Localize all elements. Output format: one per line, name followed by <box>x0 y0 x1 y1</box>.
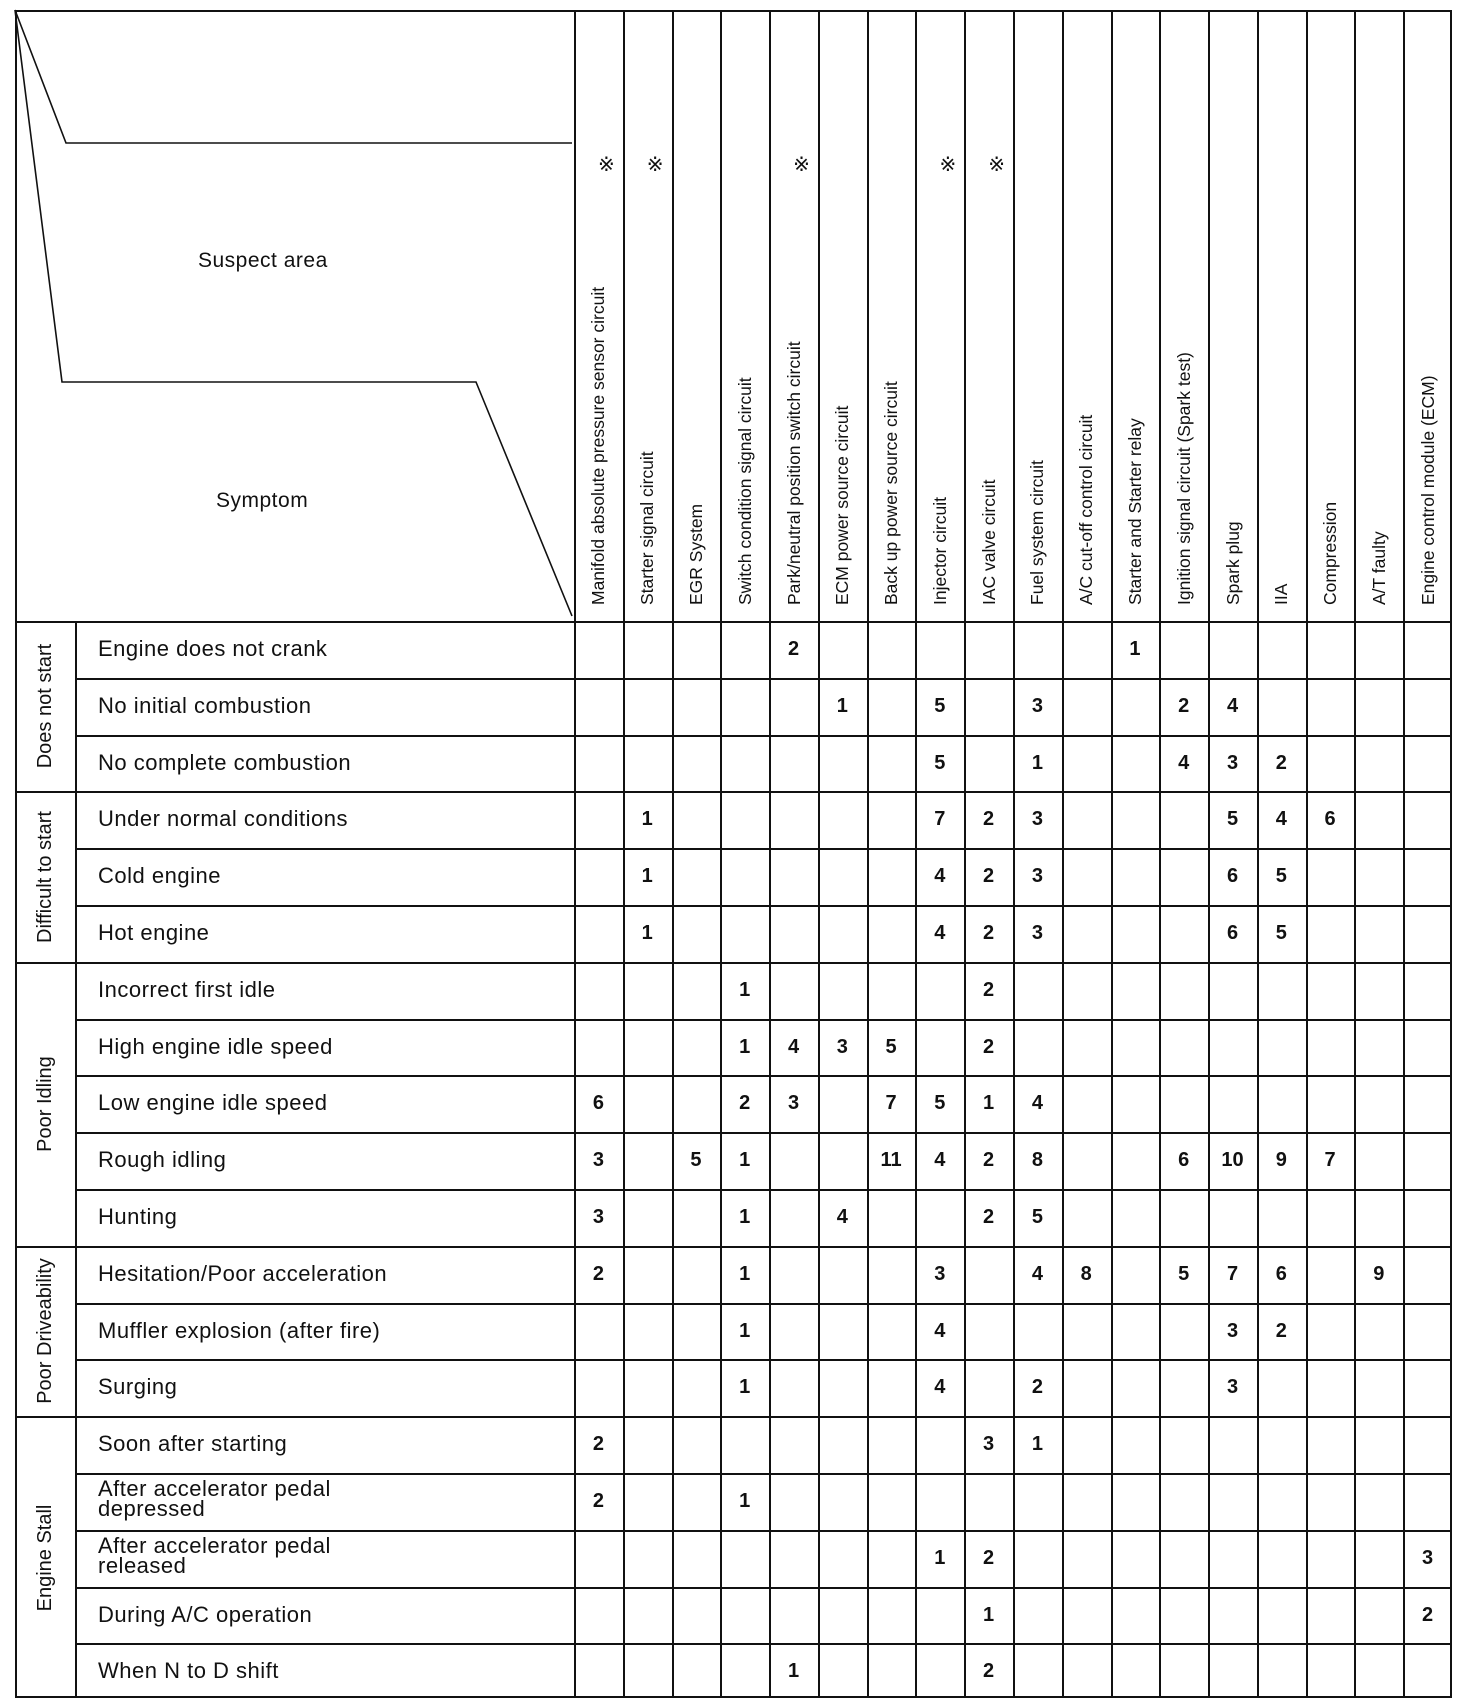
symptom-label: Engine does not crank <box>98 636 328 661</box>
row-divider <box>75 1132 1452 1134</box>
priority-value: 7 <box>1324 1149 1336 1172</box>
row-divider <box>75 1075 1452 1077</box>
priority-value: 6 <box>592 1092 604 1115</box>
suspect-area-column-header: Switch condition signal circuit <box>734 377 755 605</box>
column-divider <box>1403 10 1405 1698</box>
group-label: Does not start <box>34 643 57 769</box>
symptom-label: Hunting <box>98 1204 178 1229</box>
priority-value: 2 <box>787 638 800 660</box>
priority-value: 2 <box>983 1035 995 1058</box>
suspect-area-column-header: A/T faulty <box>1368 531 1389 605</box>
priority-value: 2 <box>983 922 995 944</box>
priority-value: 1 <box>1031 1433 1043 1456</box>
priority-value: 4 <box>1031 1092 1043 1115</box>
priority-value: 2 <box>1275 751 1287 774</box>
recommended-check-mark: ※ <box>597 154 615 176</box>
priority-value: 3 <box>592 1206 604 1228</box>
row-divider <box>75 1530 1452 1532</box>
suspect-area-column-header: Engine control module (ECM) <box>1417 375 1438 605</box>
priority-value: 3 <box>1031 865 1043 888</box>
priority-value: 4 <box>934 1319 946 1342</box>
symptom-label: High engine idle speed <box>98 1033 333 1059</box>
row-divider <box>75 1019 1452 1021</box>
symptom-label: Hesitation/Poor acceleration <box>98 1260 388 1286</box>
symptom-label: Incorrect first idle <box>98 976 276 1002</box>
priority-value: 2 <box>983 1149 995 1172</box>
priority-value: 1 <box>739 978 751 1001</box>
priority-value: 1 <box>983 1092 995 1115</box>
priority-value: 2 <box>1031 1376 1043 1399</box>
suspect-area-column-header: A/C cut-off control circuit <box>1076 414 1097 605</box>
symptom-label: Muffler explosion (after fire) <box>98 1317 381 1343</box>
suspect-area-label: Suspect area <box>198 249 328 272</box>
column-divider <box>1208 10 1210 1698</box>
column-divider <box>1306 10 1308 1698</box>
recommended-check-mark: ※ <box>988 154 1005 176</box>
column-divider <box>818 10 820 1698</box>
symptom-label: Rough idling <box>98 1147 227 1173</box>
group-divider <box>15 791 1452 793</box>
symptom-label: Symptom <box>216 489 309 512</box>
symptom-label: Low engine idle speed <box>98 1090 328 1116</box>
symptom-label: After accelerator pedal released <box>98 1532 331 1578</box>
priority-value: 4 <box>787 1035 800 1058</box>
symptom-label: Under normal conditions <box>98 806 348 832</box>
suspect-area-column-header: EGR System <box>685 503 706 605</box>
priority-value: 2 <box>1178 694 1190 717</box>
symptom-label: No initial combustion <box>98 692 312 718</box>
priority-value: 1 <box>1129 638 1141 660</box>
symptom-label: Hot engine <box>98 920 210 945</box>
suspect-area-column-header: Compression <box>1320 501 1341 605</box>
table-border-bottom <box>15 1696 1452 1698</box>
priority-value: 2 <box>739 1092 751 1115</box>
priority-value: 1 <box>836 694 848 717</box>
priority-value: 5 <box>934 694 946 717</box>
row-divider <box>75 1359 1452 1361</box>
priority-value: 4 <box>934 1376 946 1399</box>
priority-value: 1 <box>983 1603 995 1626</box>
group-divider <box>15 1246 1452 1248</box>
suspect-area-column-header: IAC valve circuit <box>978 479 999 605</box>
priority-value: 1 <box>739 1149 751 1172</box>
group-label: Difficult to start <box>34 810 57 943</box>
column-divider <box>672 10 674 1698</box>
suspect-area-column-header: Park/neutral position switch circuit <box>783 341 804 605</box>
priority-value: 5 <box>1275 865 1287 888</box>
priority-value: 7 <box>934 808 946 831</box>
table-border-right <box>1450 10 1452 1698</box>
table-border-top <box>15 10 1452 12</box>
priority-value: 11 <box>880 1149 902 1172</box>
column-divider <box>1354 10 1356 1698</box>
group-label: Engine Stall <box>34 1504 56 1612</box>
priority-value: 4 <box>1031 1262 1043 1285</box>
priority-value: 1 <box>1031 751 1043 774</box>
priority-value: 1 <box>739 1376 751 1399</box>
symptom-label: No complete combustion <box>98 749 352 775</box>
column-divider <box>1257 10 1259 1698</box>
priority-value: 4 <box>836 1206 848 1228</box>
header-corner-diagonals <box>0 0 580 630</box>
priority-value: 1 <box>641 922 653 944</box>
group-column-divider <box>75 621 77 1698</box>
row-divider <box>75 1643 1452 1645</box>
symptom-label: Surging <box>98 1374 178 1400</box>
priority-value: 2 <box>983 978 995 1001</box>
priority-value: 1 <box>641 808 653 831</box>
priority-value: 3 <box>836 1035 848 1058</box>
priority-value: 8 <box>1031 1149 1043 1172</box>
priority-value: 5 <box>1178 1262 1190 1285</box>
priority-value: 2 <box>592 1433 604 1456</box>
priority-value: 8 <box>1080 1262 1092 1285</box>
symptom-label: During A/C operation <box>98 1601 313 1627</box>
priority-value: 4 <box>934 1149 946 1172</box>
group-divider <box>15 962 1452 964</box>
priority-value: 4 <box>1226 694 1239 717</box>
priority-value: 5 <box>934 751 946 774</box>
suspect-area-column-header: Starter and Starter relay <box>1124 418 1145 605</box>
priority-value: 4 <box>934 922 946 944</box>
row-divider <box>75 1473 1452 1475</box>
priority-value: 3 <box>983 1433 995 1456</box>
group-divider <box>15 1416 1452 1418</box>
priority-value: 3 <box>1226 751 1239 774</box>
priority-value: 1 <box>739 1035 751 1058</box>
priority-value: 9 <box>1275 1149 1287 1172</box>
priority-value: 10 <box>1221 1149 1244 1172</box>
priority-value: 5 <box>1275 922 1287 944</box>
suspect-area-column-header: IIA <box>1271 583 1292 605</box>
recommended-check-mark: ※ <box>646 154 664 176</box>
priority-value: 3 <box>1226 1319 1239 1342</box>
priority-value: 2 <box>592 1490 604 1512</box>
priority-value: 5 <box>885 1035 897 1058</box>
priority-value: 5 <box>690 1149 702 1172</box>
suspect-area-column-header: Ignition signal circuit (Spark test) <box>1173 352 1194 605</box>
row-divider <box>75 678 1452 680</box>
suspect-area-column-header: ECM power source circuit <box>832 405 853 605</box>
priority-value: 5 <box>1226 808 1239 831</box>
column-divider <box>1062 10 1064 1698</box>
priority-value: 3 <box>1031 808 1043 831</box>
symptom-label: Soon after starting <box>98 1431 288 1457</box>
row-divider <box>75 848 1452 850</box>
row-divider <box>75 1587 1452 1589</box>
column-divider <box>623 10 625 1698</box>
priority-value: 6 <box>1275 1262 1287 1285</box>
priority-value: 1 <box>641 865 653 888</box>
symptom-label: When N to D shift <box>98 1658 279 1684</box>
priority-value: 3 <box>1422 1546 1434 1569</box>
row-divider <box>75 905 1452 907</box>
column-divider <box>915 10 917 1698</box>
priority-value: 3 <box>592 1149 604 1172</box>
column-divider <box>720 10 722 1698</box>
header-bottom-line <box>15 621 1452 623</box>
priority-value: 3 <box>1031 922 1043 944</box>
priority-value: 2 <box>1275 1319 1287 1342</box>
suspect-area-column-header: Fuel system circuit <box>1027 460 1048 605</box>
priority-value: 1 <box>739 1206 751 1228</box>
priority-value: 3 <box>1031 694 1043 717</box>
priority-value: 6 <box>1324 808 1336 831</box>
suspect-area-column-header: Spark plug <box>1222 521 1243 605</box>
priority-value: 4 <box>1178 751 1190 774</box>
column-divider <box>1159 10 1161 1698</box>
priority-value: 4 <box>934 865 946 888</box>
priority-value: 6 <box>1226 922 1239 944</box>
column-divider <box>769 10 771 1698</box>
symptom-label: After accelerator pedal depressed <box>98 1476 331 1521</box>
suspect-area-column-header: Manifold absolute pressure sensor circuit <box>588 286 609 605</box>
priority-value: 5 <box>934 1092 946 1115</box>
priority-value: 1 <box>739 1262 751 1285</box>
priority-value: 6 <box>1226 865 1239 888</box>
priority-value: 6 <box>1178 1149 1190 1172</box>
table-border-left <box>15 10 17 1698</box>
priority-value: 9 <box>1373 1262 1385 1285</box>
priority-value: 2 <box>1422 1603 1434 1626</box>
priority-value: 2 <box>983 1660 995 1683</box>
priority-value: 4 <box>1275 808 1287 831</box>
priority-value: 5 <box>1031 1206 1043 1228</box>
priority-value: 1 <box>739 1490 751 1512</box>
priority-value: 1 <box>934 1546 946 1569</box>
priority-value: 2 <box>983 808 995 831</box>
row-divider <box>75 735 1452 737</box>
symptom-label: Cold engine <box>98 863 221 889</box>
priority-value: 1 <box>739 1319 751 1342</box>
row-divider <box>75 1189 1452 1191</box>
priority-value: 2 <box>983 1206 995 1228</box>
column-divider <box>867 10 869 1698</box>
recommended-check-mark: ※ <box>939 154 957 176</box>
priority-value: 1 <box>787 1660 800 1683</box>
group-label: Poor Driveability <box>34 1258 57 1404</box>
priority-value: 7 <box>1226 1262 1239 1285</box>
row-divider <box>75 1303 1452 1305</box>
group-label: Poor Idling <box>34 1055 56 1152</box>
suspect-area-column-header: Back up power source circuit <box>881 381 902 605</box>
priority-value: 3 <box>787 1092 800 1115</box>
column-divider <box>1111 10 1113 1698</box>
suspect-area-column-header: Starter signal circuit <box>637 451 658 605</box>
priority-value: 2 <box>983 865 995 888</box>
priority-value: 3 <box>1226 1376 1239 1399</box>
priority-value: 2 <box>592 1262 604 1285</box>
priority-value: 3 <box>934 1262 946 1285</box>
priority-value: 2 <box>983 1546 995 1569</box>
priority-value: 7 <box>885 1092 897 1115</box>
suspect-area-column-header: Injector circuit <box>929 497 950 605</box>
recommended-check-mark: ※ <box>793 154 810 176</box>
